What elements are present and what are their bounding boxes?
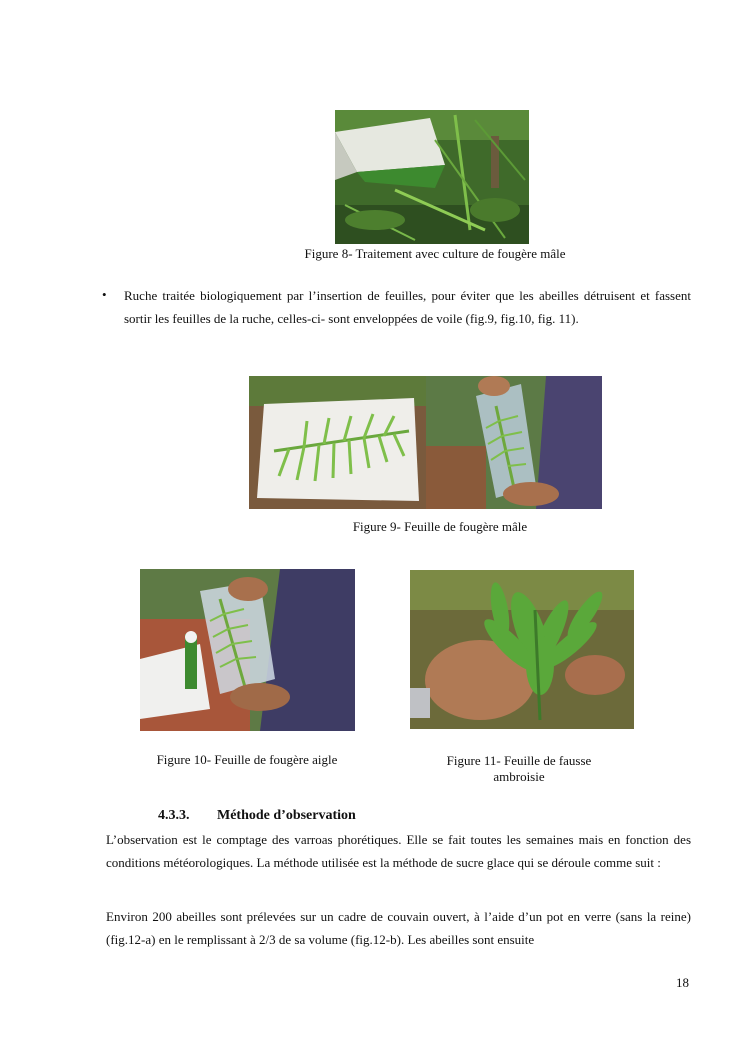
figure-8-caption: Figure 8- Traitement avec culture de fougère mâle xyxy=(304,246,566,261)
bullet-text: Ruche traitée biologiquement par l’insertion de feuilles, pour éviter que les abeilles détruisent et fassent sortir les feuilles de la ruche, celles-ci- sont enveloppées de voile (fig.9, fig.10, fig. 11). xyxy=(124,288,691,326)
figure-8-photo xyxy=(335,110,529,244)
bullet-symbol: • xyxy=(102,287,107,302)
page-number: 18 xyxy=(676,975,689,990)
figure-10-photo xyxy=(140,569,355,731)
figure-9-photo-right xyxy=(426,376,602,509)
figure-9-caption: Figure 9- Feuille de fougère mâle xyxy=(352,519,528,534)
figure-11-caption: Figure 11- Feuille de fausse ambroisie xyxy=(446,753,592,784)
figure-9-photo-left xyxy=(249,376,426,509)
section-title: Méthode d’observation xyxy=(217,808,356,823)
figure-10-caption: Figure 10- Feuille de fougère aigle xyxy=(156,752,338,767)
section-number: 4.3.3. xyxy=(158,808,190,823)
paragraph-2: Environ 200 abeilles sont prélevées sur un cadre de couvain ouvert, à l’aide d’un pot en verre (sans la reine) (fig.12-a) en le remplissant à 2/3 de sa volume (fig.12-b). Les abeilles sont ensuite xyxy=(106,909,691,947)
paragraph-1: L’observation est le comptage des varroas phorétiques. Elle se fait toutes les semaines mais en fonction des conditions météorologiques. La méthode utilisée est la méthode de sucre glace qui se déroule comme suit : xyxy=(106,832,691,870)
figure-11-photo xyxy=(410,570,634,729)
